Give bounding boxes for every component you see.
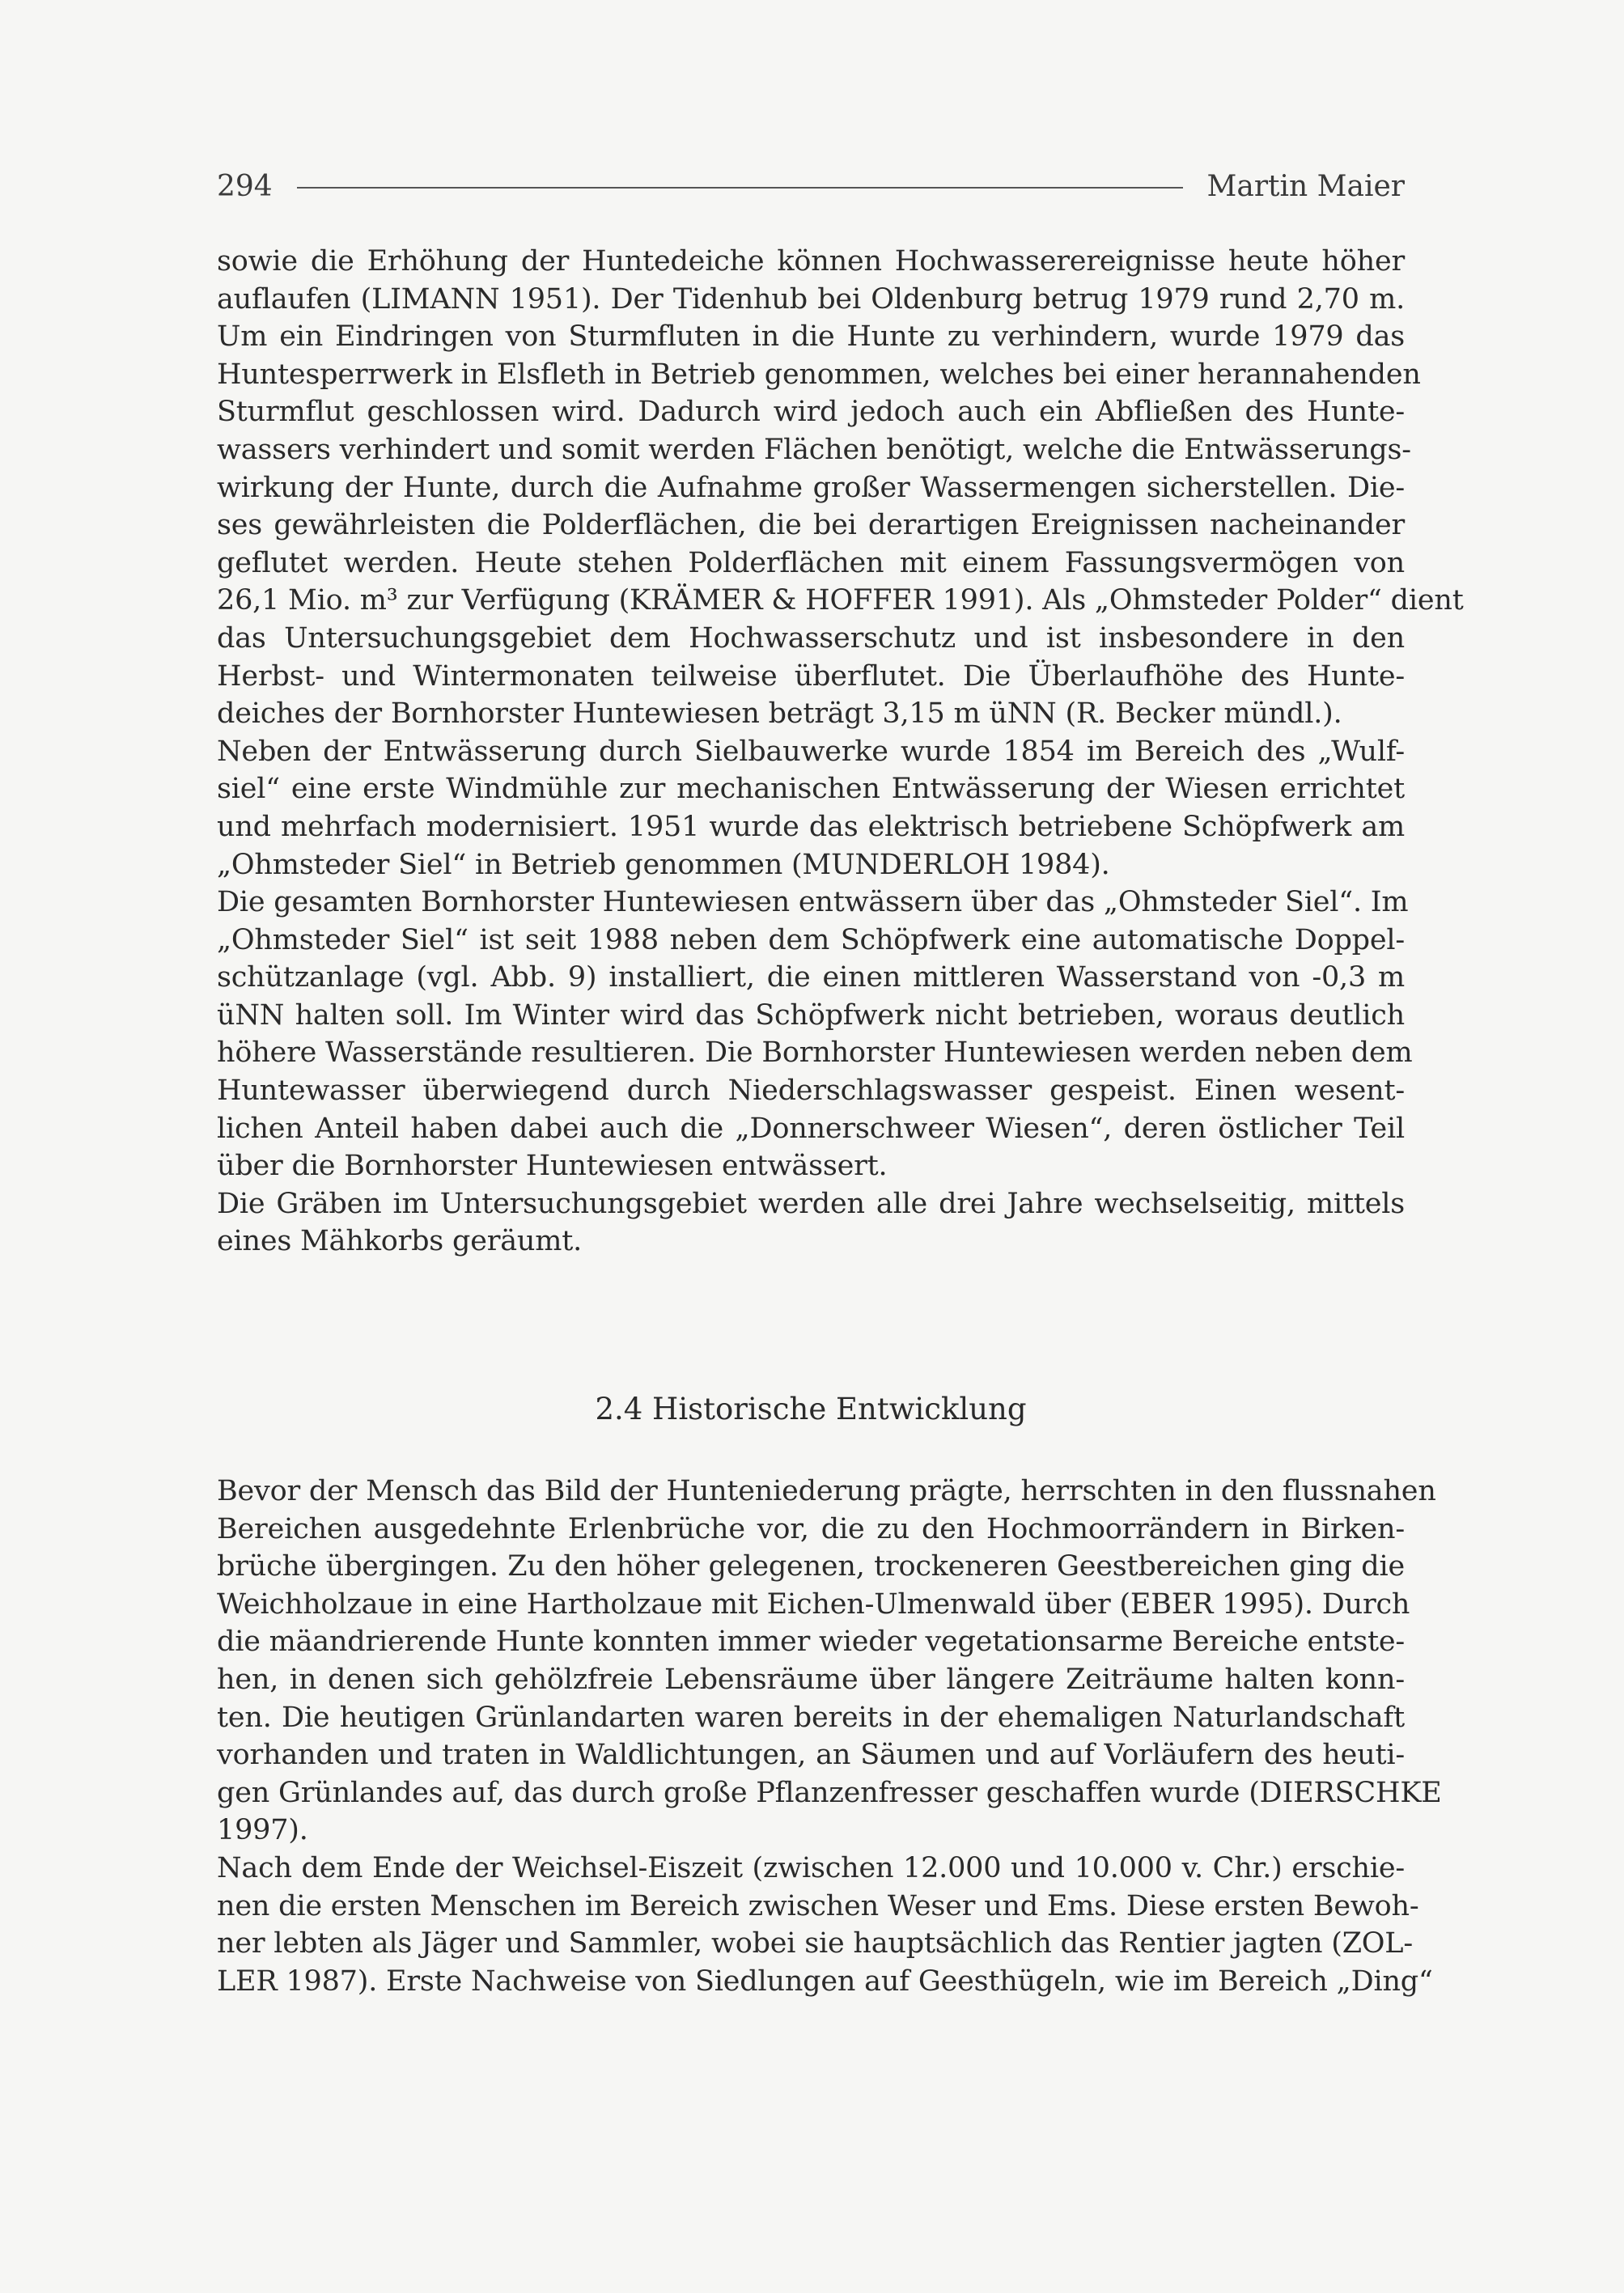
text-line: üNN halten soll. Im Winter wird das Schöpfwerk nicht betrieben, woraus deutlich [217, 998, 1405, 1032]
paragraph-2 [217, 733, 1405, 884]
text-line: „Ohmsteder Siel“ ist seit 1988 neben dem Schöpfwerk eine automatische Doppel- [217, 923, 1405, 956]
text-line: schützanlage (vgl. Abb. 9) installiert, die einen mittleren Wasserstand von -0,3 m [217, 961, 1405, 994]
text-line: das Untersuchungsgebiet dem Hochwasserschutz und ist insbesondere in den [217, 621, 1405, 655]
text-line: deiches der Bornhorster Huntewiesen beträgt 3,15 m üNN (R. Becker mündl.). [217, 697, 1342, 731]
text-line: über die Bornhorster Huntewiesen entwässert. [217, 1150, 888, 1183]
text-line: Bereichen ausgedehnte Erlenbrüche vor, die zu den Hochmoorrändern in Birken- [217, 1512, 1405, 1545]
running-head-author: Martin Maier [1206, 169, 1405, 203]
body-text-upper [217, 243, 1464, 1261]
text-line: und mehrfach modernisiert. 1951 wurde das elektrisch betriebene Schöpfwerk am [217, 810, 1405, 843]
text-line: Die gesamten Bornhorster Huntewiesen entwässern über das „Ohmsteder Siel“. Im [217, 886, 1409, 919]
text-line: höhere Wasserstände resultieren. Die Bornhorster Huntewiesen werden neben dem [217, 1036, 1413, 1070]
paragraph-3 [217, 884, 1413, 1185]
text-line: gen Grünlandes auf, das durch große Pflanzenfresser geschaffen wurde (DIERSCHKE [217, 1776, 1442, 1809]
text-line: brüche übergingen. Zu den höher gelegenen, trockeneren Geestbereichen ging die [217, 1550, 1405, 1583]
section-heading: 2.4 Historische Entwicklung [595, 1392, 1027, 1426]
text-line: eines Mähkorbs geräumt. [217, 1225, 583, 1258]
running-head [217, 166, 1405, 206]
text-line: die mäandrierende Hunte konnten immer wieder vegetationsarme Bereiche entste- [217, 1625, 1405, 1659]
body-text-lower [217, 1473, 1442, 2000]
text-line: ner lebten als Jäger und Sammler, wobei sie hauptsächlich das Rentier jagten (ZOL- [217, 1927, 1413, 1960]
text-line: auflaufen (LIMANN 1951). Der Tidenhub bei Oldenburg betrug 1979 rund 2,70 m. [217, 282, 1405, 316]
text-line: Sturmflut geschlossen wird. Dadurch wird jedoch auch ein Abfließen des Hunte- [217, 396, 1405, 429]
paragraph-5 [217, 1473, 1442, 1850]
text-line: Huntesperrwerk in Elsfleth in Betrieb genommen, welches bei einer herannahenden [217, 358, 1421, 391]
text-line: lichen Anteil haben dabei auch die „Donnerschweer Wiesen“, deren östlicher Teil [217, 1112, 1405, 1145]
text-line: Weichholzaue in eine Hartholzaue mit Eichen-Ulmenwald über (EBER 1995). Durch [217, 1587, 1410, 1621]
text-line: Nach dem Ende der Weichsel-Eiszeit (zwischen 12.000 und 10.000 v. Chr.) erschie- [217, 1851, 1405, 1884]
header-rule [297, 187, 1183, 189]
paragraph-4 [217, 1185, 1405, 1261]
text-line: Bevor der Mensch das Bild der Hunteniederung prägte, herrschten in den flussnahen [217, 1475, 1436, 1507]
text-line: vorhanden und traten in Waldlichtungen, an Säumen und auf Vorläufern des heuti- [217, 1739, 1405, 1772]
text-line: 26,1 Mio. m³ zur Verfügung (KRÄMER & HOFFER 1991). Als „Ohmsteder Polder“ dient [217, 584, 1464, 617]
text-line: wassers verhindert und somit werden Flächen benötigt, welche die Entwässerungs- [217, 433, 1411, 466]
text-line: sowie die Erhöhung der Huntedeiche können Hochwasserereignisse heute höher [217, 245, 1405, 278]
text-line: ses gewährleisten die Polderflächen, die bei derartigen Ereignissen nacheinander [217, 509, 1405, 542]
paragraph-6 [217, 1850, 1433, 2000]
text-line: hen, in denen sich gehölzfreie Lebensräume über längere Zeiträume halten konn- [217, 1663, 1405, 1696]
text-line: LER 1987). Erste Nachweise von Siedlungen auf Geesthügeln, wie im Bereich „Ding“ [217, 1965, 1433, 1998]
text-line: Um ein Eindringen von Sturmfluten in die Hunte zu verhindern, wurde 1979 das [217, 320, 1405, 354]
text-line: ten. Die heutigen Grünlandarten waren bereits in der ehemaligen Naturlandschaft [217, 1701, 1405, 1734]
text-line: Huntewasser überwiegend durch Niederschlagswasser gespeist. Einen wesent- [217, 1074, 1405, 1108]
text-line: 1997). [217, 1814, 308, 1847]
text-line: geflutet werden. Heute stehen Polderflächen mit einem Fassungsvermögen von [217, 546, 1405, 579]
text-line: nen die ersten Menschen im Bereich zwischen Weser und Ems. Diese ersten Bewoh- [217, 1889, 1419, 1922]
page-number: 294 [217, 169, 273, 203]
paragraph-1 [217, 243, 1464, 733]
text-line: „Ohmsteder Siel“ in Betrieb genommen (MUNDERLOH 1984). [217, 848, 1110, 881]
text-line: siel“ eine erste Windmühle zur mechanischen Entwässerung der Wiesen errichtet [217, 773, 1405, 806]
text-line: Neben der Entwässerung durch Sielbauwerke wurde 1854 im Bereich des „Wulf- [217, 735, 1405, 768]
text-line: Herbst- und Wintermonaten teilweise überflutet. Die Überlaufhöhe des Hunte- [217, 659, 1405, 693]
text-line: Die Gräben im Untersuchungsgebiet werden alle drei Jahre wechselseitig, mittels [217, 1187, 1405, 1220]
text-line: wirkung der Hunte, durch die Aufnahme großer Wassermengen sicherstellen. Die- [217, 471, 1405, 504]
